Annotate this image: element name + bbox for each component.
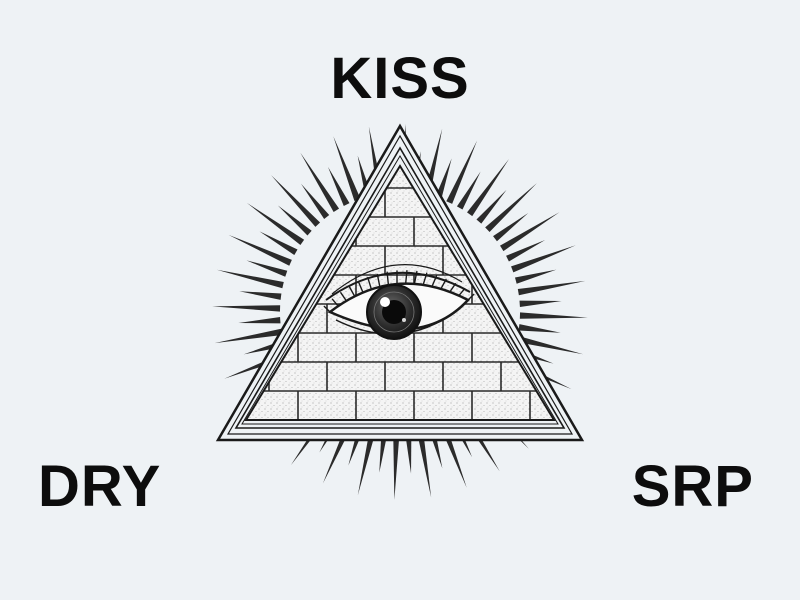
srp-label: SRP (631, 454, 754, 519)
kiss-label: KISS (330, 46, 470, 111)
dry-label: DRY (38, 454, 162, 519)
